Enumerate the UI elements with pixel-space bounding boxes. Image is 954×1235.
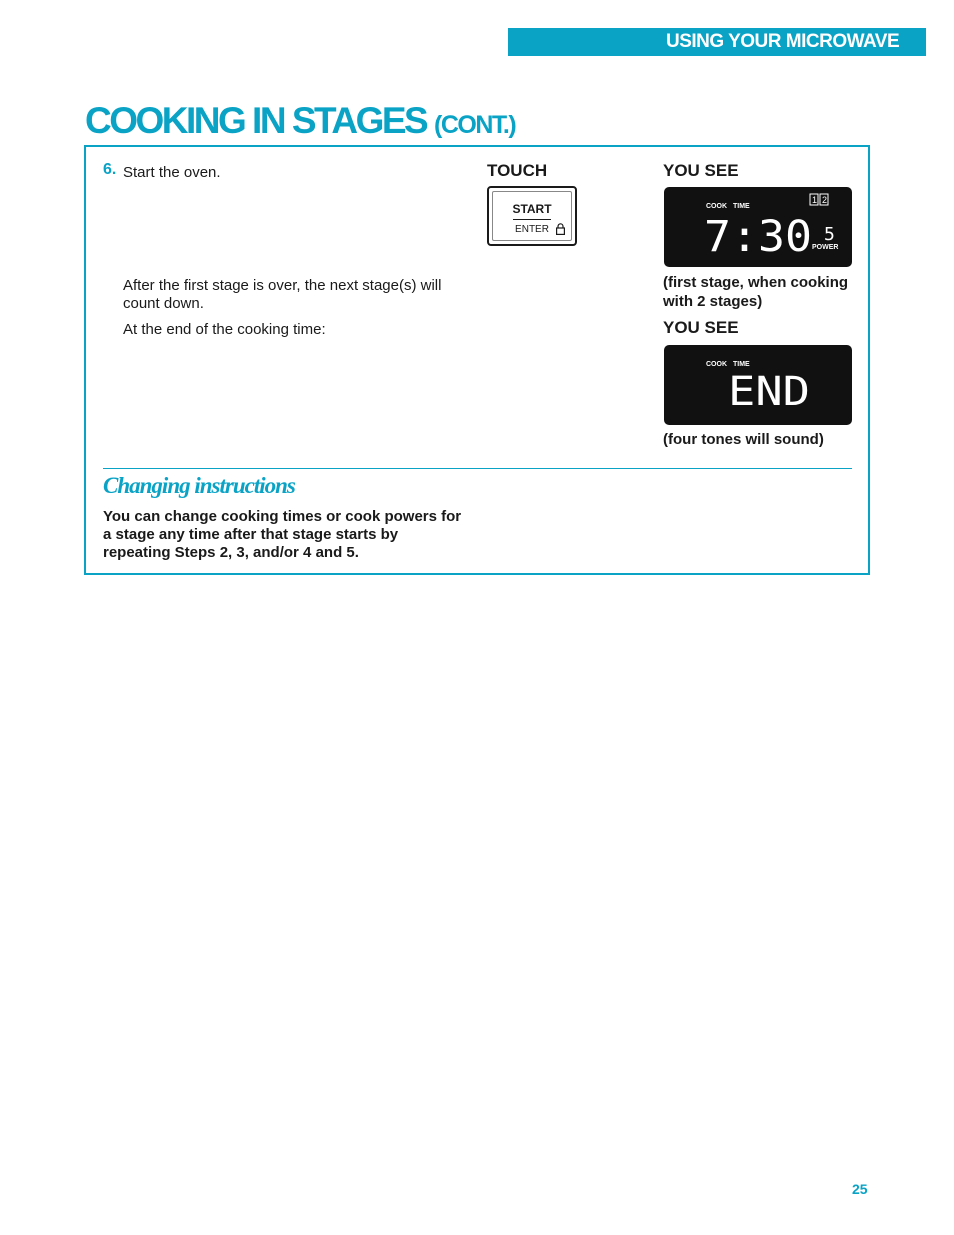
changing-instructions-body: You can change cooking times or cook powers for a stage any time after that stage starts by repeating Steps 2, 3, and/or 4 and 5. xyxy=(103,508,462,561)
key-divider xyxy=(513,219,551,220)
display-1-power-label: POWER xyxy=(812,244,839,251)
display-2-time-label: TIME xyxy=(733,361,750,368)
changing-instructions-heading: Changing instructions xyxy=(103,473,295,498)
display-2-graphic xyxy=(664,345,852,425)
display-1-power-value: 5 xyxy=(824,224,835,245)
you-see-heading-1: YOU SEE xyxy=(663,161,739,180)
start-enter-key[interactable] xyxy=(487,186,577,246)
after-stage-text: After the first stage is over, the next stage(s) will count down. xyxy=(123,277,442,312)
start-key-label: START xyxy=(512,202,552,216)
page-title-suffix: (CONT.) xyxy=(434,111,516,139)
stage-1-indicator: 1 xyxy=(812,195,818,205)
instruction-panel xyxy=(84,145,870,575)
page-title xyxy=(85,100,515,142)
display-2-caption: (four tones will sound) xyxy=(663,431,824,448)
section-title: USING YOUR MICROWAVE OVEN xyxy=(666,31,900,80)
display-1-caption: (first stage, when cooking with 2 stages) xyxy=(663,274,849,310)
display-1-cook-label: COOK xyxy=(706,203,727,210)
page-number: 25 xyxy=(852,1181,868,1197)
display-1-graphic xyxy=(664,187,852,267)
oven-display-cooking xyxy=(664,187,852,267)
section-divider xyxy=(103,468,852,469)
display-2-cook-label: COOK xyxy=(706,361,727,368)
lock-icon xyxy=(556,223,565,235)
you-see-heading-2: YOU SEE xyxy=(663,318,739,337)
stage-2-indicator: 2 xyxy=(822,195,828,205)
step-instruction: Start the oven. xyxy=(123,164,221,181)
enter-key-label: ENTER xyxy=(515,224,549,235)
display-1-digits: 7:30 xyxy=(704,212,812,262)
oven-display-end xyxy=(664,345,852,425)
display-1-time-label: TIME xyxy=(733,203,750,210)
touch-column-heading: TOUCH xyxy=(487,161,548,180)
page-title-main: COOKING IN STAGES xyxy=(85,100,427,141)
display-2-digits: END xyxy=(728,369,810,415)
step-number: 6. xyxy=(103,161,117,178)
section-header-bar xyxy=(508,28,926,80)
end-of-cooking-text: At the end of the cooking time: xyxy=(123,321,326,338)
